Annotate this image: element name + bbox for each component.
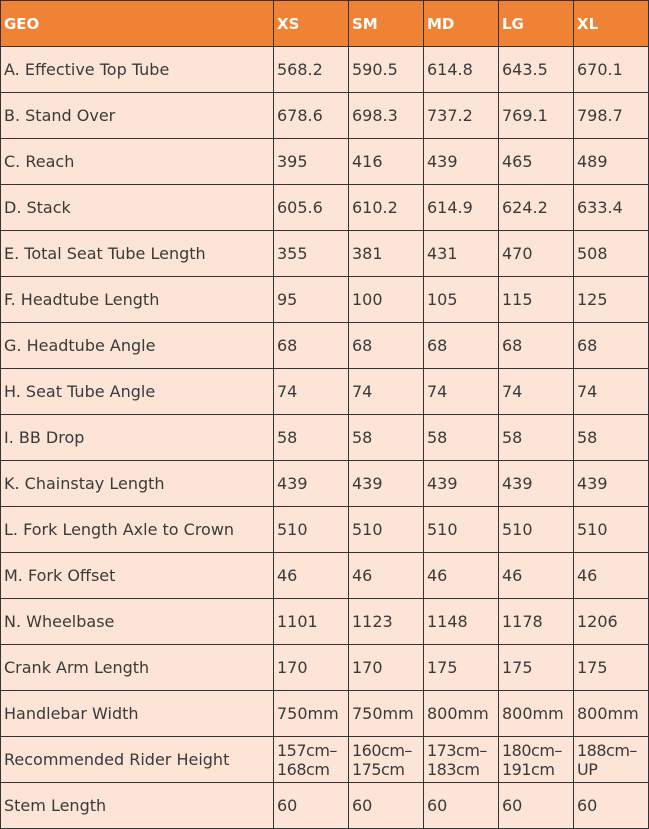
table-row <box>1 553 649 599</box>
table-row <box>1 599 649 645</box>
cell-xs: 157cm–168cm <box>274 737 349 783</box>
cell-md: 737.2 <box>424 93 499 139</box>
table-row <box>1 691 649 737</box>
cell-sm: 60 <box>349 783 424 829</box>
table-row <box>1 185 649 231</box>
cell-lg: 510 <box>499 507 574 553</box>
cell-xs: 46 <box>274 553 349 599</box>
header-row <box>1 1 649 47</box>
cell-lg: 1178 <box>499 599 574 645</box>
table-row <box>1 415 649 461</box>
row-label: Stem Length <box>1 783 274 829</box>
row-label: M. Fork Offset <box>1 553 274 599</box>
cell-xs: 170 <box>274 645 349 691</box>
cell-xl: 58 <box>574 415 649 461</box>
cell-lg: 624.2 <box>499 185 574 231</box>
cell-lg: 175 <box>499 645 574 691</box>
cell-lg: 465 <box>499 139 574 185</box>
cell-md: 439 <box>424 139 499 185</box>
header-geo: GEO <box>1 1 274 47</box>
table-row <box>1 737 649 783</box>
cell-xl: 46 <box>574 553 649 599</box>
row-label: D. Stack <box>1 185 274 231</box>
cell-xl: 508 <box>574 231 649 277</box>
cell-xl: 633.4 <box>574 185 649 231</box>
table-row <box>1 277 649 323</box>
header-sm: SM <box>349 1 424 47</box>
cell-xl: 74 <box>574 369 649 415</box>
cell-md: 614.8 <box>424 47 499 93</box>
cell-xl: 670.1 <box>574 47 649 93</box>
table-row <box>1 139 649 185</box>
table-row <box>1 231 649 277</box>
row-label: I. BB Drop <box>1 415 274 461</box>
cell-lg: 60 <box>499 783 574 829</box>
cell-xs: 750mm <box>274 691 349 737</box>
table-row <box>1 645 649 691</box>
header-md: MD <box>424 1 499 47</box>
table-row <box>1 507 649 553</box>
header-xs: XS <box>274 1 349 47</box>
cell-md: 175 <box>424 645 499 691</box>
table-row <box>1 323 649 369</box>
cell-sm: 68 <box>349 323 424 369</box>
header-xl: XL <box>574 1 649 47</box>
cell-xl: 68 <box>574 323 649 369</box>
cell-lg: 74 <box>499 369 574 415</box>
cell-sm: 170 <box>349 645 424 691</box>
cell-sm: 416 <box>349 139 424 185</box>
cell-xs: 95 <box>274 277 349 323</box>
row-label: Crank Arm Length <box>1 645 274 691</box>
table-row <box>1 783 649 829</box>
cell-xs: 568.2 <box>274 47 349 93</box>
cell-sm: 58 <box>349 415 424 461</box>
table-row <box>1 47 649 93</box>
header-lg: LG <box>499 1 574 47</box>
row-label: L. Fork Length Axle to Crown <box>1 507 274 553</box>
row-label: Handlebar Width <box>1 691 274 737</box>
cell-md: 510 <box>424 507 499 553</box>
cell-sm: 750mm <box>349 691 424 737</box>
cell-md: 46 <box>424 553 499 599</box>
row-label: E. Total Seat Tube Length <box>1 231 274 277</box>
cell-xs: 60 <box>274 783 349 829</box>
row-label: B. Stand Over <box>1 93 274 139</box>
cell-sm: 160cm–175cm <box>349 737 424 783</box>
cell-xs: 68 <box>274 323 349 369</box>
cell-lg: 470 <box>499 231 574 277</box>
row-label: A. Effective Top Tube <box>1 47 274 93</box>
cell-xs: 355 <box>274 231 349 277</box>
cell-xs: 439 <box>274 461 349 507</box>
row-label: H. Seat Tube Angle <box>1 369 274 415</box>
cell-md: 800mm <box>424 691 499 737</box>
cell-lg: 180cm–191cm <box>499 737 574 783</box>
cell-sm: 439 <box>349 461 424 507</box>
cell-xl: 489 <box>574 139 649 185</box>
table-row <box>1 461 649 507</box>
cell-xs: 58 <box>274 415 349 461</box>
cell-md: 74 <box>424 369 499 415</box>
cell-xl: 800mm <box>574 691 649 737</box>
cell-sm: 74 <box>349 369 424 415</box>
cell-sm: 590.5 <box>349 47 424 93</box>
cell-sm: 610.2 <box>349 185 424 231</box>
row-label: K. Chainstay Length <box>1 461 274 507</box>
row-label: G. Headtube Angle <box>1 323 274 369</box>
row-label: Recommended Rider Height <box>1 737 274 783</box>
cell-xl: 60 <box>574 783 649 829</box>
cell-md: 105 <box>424 277 499 323</box>
cell-md: 173cm–183cm <box>424 737 499 783</box>
cell-xs: 678.6 <box>274 93 349 139</box>
cell-md: 614.9 <box>424 185 499 231</box>
cell-xl: 439 <box>574 461 649 507</box>
cell-lg: 439 <box>499 461 574 507</box>
table-row <box>1 369 649 415</box>
cell-md: 58 <box>424 415 499 461</box>
cell-xl: 175 <box>574 645 649 691</box>
cell-md: 431 <box>424 231 499 277</box>
cell-md: 1148 <box>424 599 499 645</box>
cell-xl: 510 <box>574 507 649 553</box>
cell-lg: 800mm <box>499 691 574 737</box>
cell-sm: 100 <box>349 277 424 323</box>
cell-sm: 510 <box>349 507 424 553</box>
cell-lg: 769.1 <box>499 93 574 139</box>
table-row <box>1 93 649 139</box>
row-label: N. Wheelbase <box>1 599 274 645</box>
cell-sm: 46 <box>349 553 424 599</box>
cell-xs: 74 <box>274 369 349 415</box>
cell-sm: 381 <box>349 231 424 277</box>
cell-xl: 1206 <box>574 599 649 645</box>
cell-lg: 58 <box>499 415 574 461</box>
cell-md: 68 <box>424 323 499 369</box>
cell-lg: 68 <box>499 323 574 369</box>
cell-md: 60 <box>424 783 499 829</box>
cell-sm: 1123 <box>349 599 424 645</box>
cell-xs: 1101 <box>274 599 349 645</box>
cell-xl: 125 <box>574 277 649 323</box>
cell-xl: 188cm–UP <box>574 737 649 783</box>
row-label: F. Headtube Length <box>1 277 274 323</box>
cell-lg: 115 <box>499 277 574 323</box>
cell-lg: 46 <box>499 553 574 599</box>
table-body <box>1 47 649 829</box>
cell-xs: 395 <box>274 139 349 185</box>
cell-lg: 643.5 <box>499 47 574 93</box>
cell-sm: 698.3 <box>349 93 424 139</box>
row-label: C. Reach <box>1 139 274 185</box>
cell-xl: 798.7 <box>574 93 649 139</box>
cell-md: 439 <box>424 461 499 507</box>
cell-xs: 605.6 <box>274 185 349 231</box>
cell-xs: 510 <box>274 507 349 553</box>
